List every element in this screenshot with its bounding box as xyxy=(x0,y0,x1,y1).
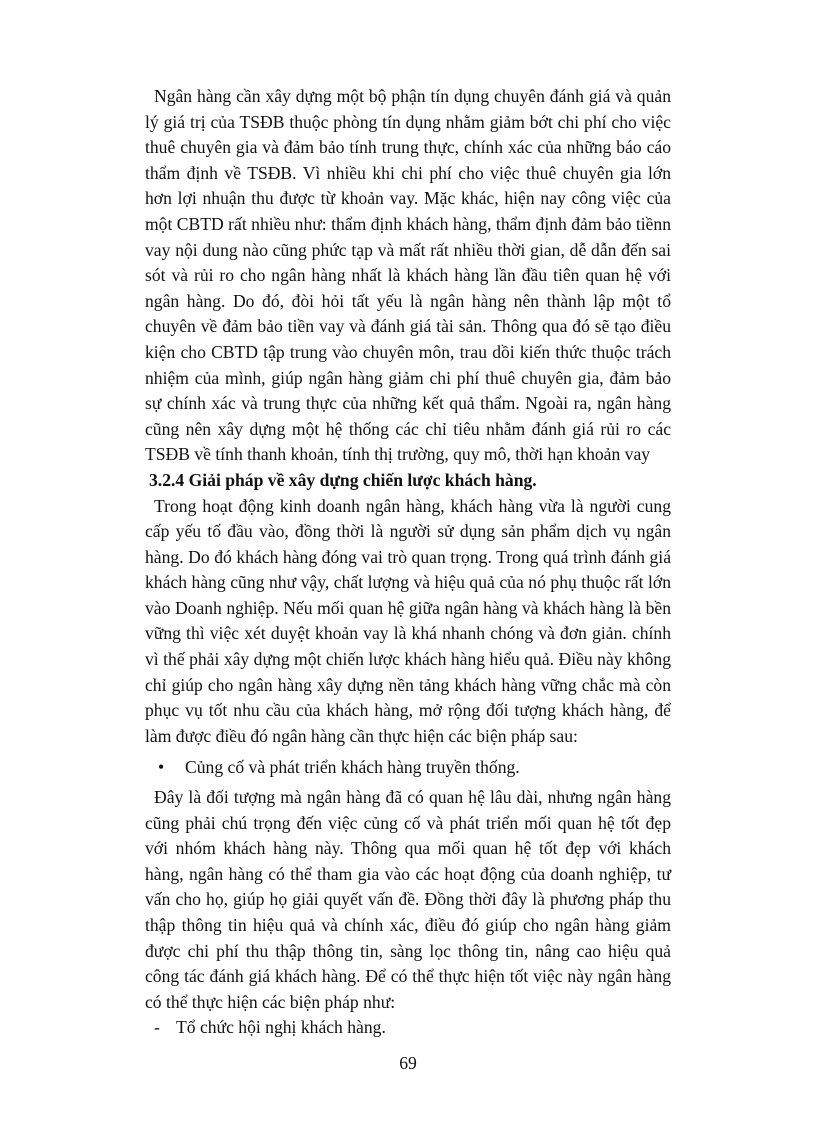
dash-item-customer-conference xyxy=(145,1015,671,1041)
page-number: 69 xyxy=(399,1053,417,1073)
bullet-item-traditional-customers xyxy=(145,755,671,781)
dash-item-text: Tổ chức hội nghị khách hàng. xyxy=(176,1017,386,1038)
paragraph-collateral-unit: Ngân hàng cần xây dựng một bộ phận tín dụng chuyên đánh giá và quản lý giá trị của TSĐB thuộc phòng tín dụng nhằm giảm bớt chi phí cho việc thuê chuyên gia và đảm bảo tính trung thực, chính xác của những báo cáo thẩm định về TSĐB. Vì nhiều khi chi phí cho việc thuê chuyên gia lớn hơn lợi nhuận thu được từ khoản vay. Mặc khác, hiện nay công việc của một CBTD rất nhiều như: thẩm định khách hàng, thẩm định đảm bảo tiềnn vay nội dung nào cũng phức tạp và mất rất nhiều thời gian, dễ dẫn đến sai sót và rủi ro cho ngân hàng nhất là khách hàng lần đầu tiên quan hệ với ngân hàng. Do đó, đòi hỏi tất yếu là ngân hàng nên thành lập một tổ chuyên về đảm bảo tiền vay và đánh giá tài sản. Thông qua đó sẽ tạo điều kiện cho CBTD tập trung vào chuyên môn, trau dồi kiến thức thuộc trách nhiệm của mình, giúp ngân hàng giảm chi phí thuê chuyên gia, đảm bảo sự chính xác và trung thực của những kết quả thẩm. Ngoài ra, ngân hàng cũng nên xây dựng một hệ thống các chỉ tiêu nhằm đánh giá rủi ro các TSĐB về tính thanh khoản, tính thị trường, quy mô, thời hạn khoản vay xyxy=(145,86,671,465)
paragraph-customer-strategy: Trong hoạt động kinh doanh ngân hàng, khách hàng vừa là người cung cấp yếu tố đầu vào, đồng thời là người sử dụng sản phẩm dịch vụ ngân hàng. Do đó khách hàng đóng vai trò quan trọng. Trong quá trình đánh giá khách hàng cũng như vậy, chất lượng và hiệu quả của nó phụ thuộc rất lớn vào Doanh nghiệp. Nếu mối quan hệ giữa ngân hàng và khách hàng là bền vững thì việc xét duyệt khoản vay là khá nhanh chóng và đơn giản. chính vì thế phải xây dựng một chiến lược khách hàng hiểu quả. Điều này không chỉ giúp cho ngân hàng xây dựng nền tảng khách hàng vững chắc mà còn phục vụ tốt nhu cầu của khách hàng, mở rộng đối tượng khách hàng, để làm được điều đó ngân hàng cần thực hiện các biện pháp sau: xyxy=(145,495,671,746)
paragraph-traditional-customers: Đây là đối tượng mà ngân hàng đã có quan hệ lâu dài, nhưng ngân hàng cũng phải chú trọng đến việc củng cố và phát triển mối quan hệ tốt đẹp với nhóm khách hàng này. Thông qua mối quan hệ tốt đẹp với khách hàng, ngân hàng có thể tham gia vào các hoạt động của doanh nghiệp, tư vấn cho họ, giúp họ giải quyết vấn đề. Đồng thời đây là phương pháp thu thập thông tin hiệu quả và chính xác, điều đó giúp cho ngân hàng giảm được chi phí thu thập thông tin, sàng lọc thông tin, nâng cao hiệu quả công tác đánh giá khách hàng. Để có thể thực hiện tốt việc này ngân hàng có thể thực hiện các biện pháp như: xyxy=(145,787,671,1012)
section-heading-3-2-4: 3.2.4 Giải pháp về xây dựng chiến lược khách hàng. xyxy=(149,469,537,490)
bullet-icon: • xyxy=(158,757,165,778)
dash-icon: - xyxy=(154,1017,160,1038)
bullet-item-text: Củng cố và phát triển khách hàng truyền thống. xyxy=(185,757,520,778)
page-content xyxy=(145,84,671,1041)
